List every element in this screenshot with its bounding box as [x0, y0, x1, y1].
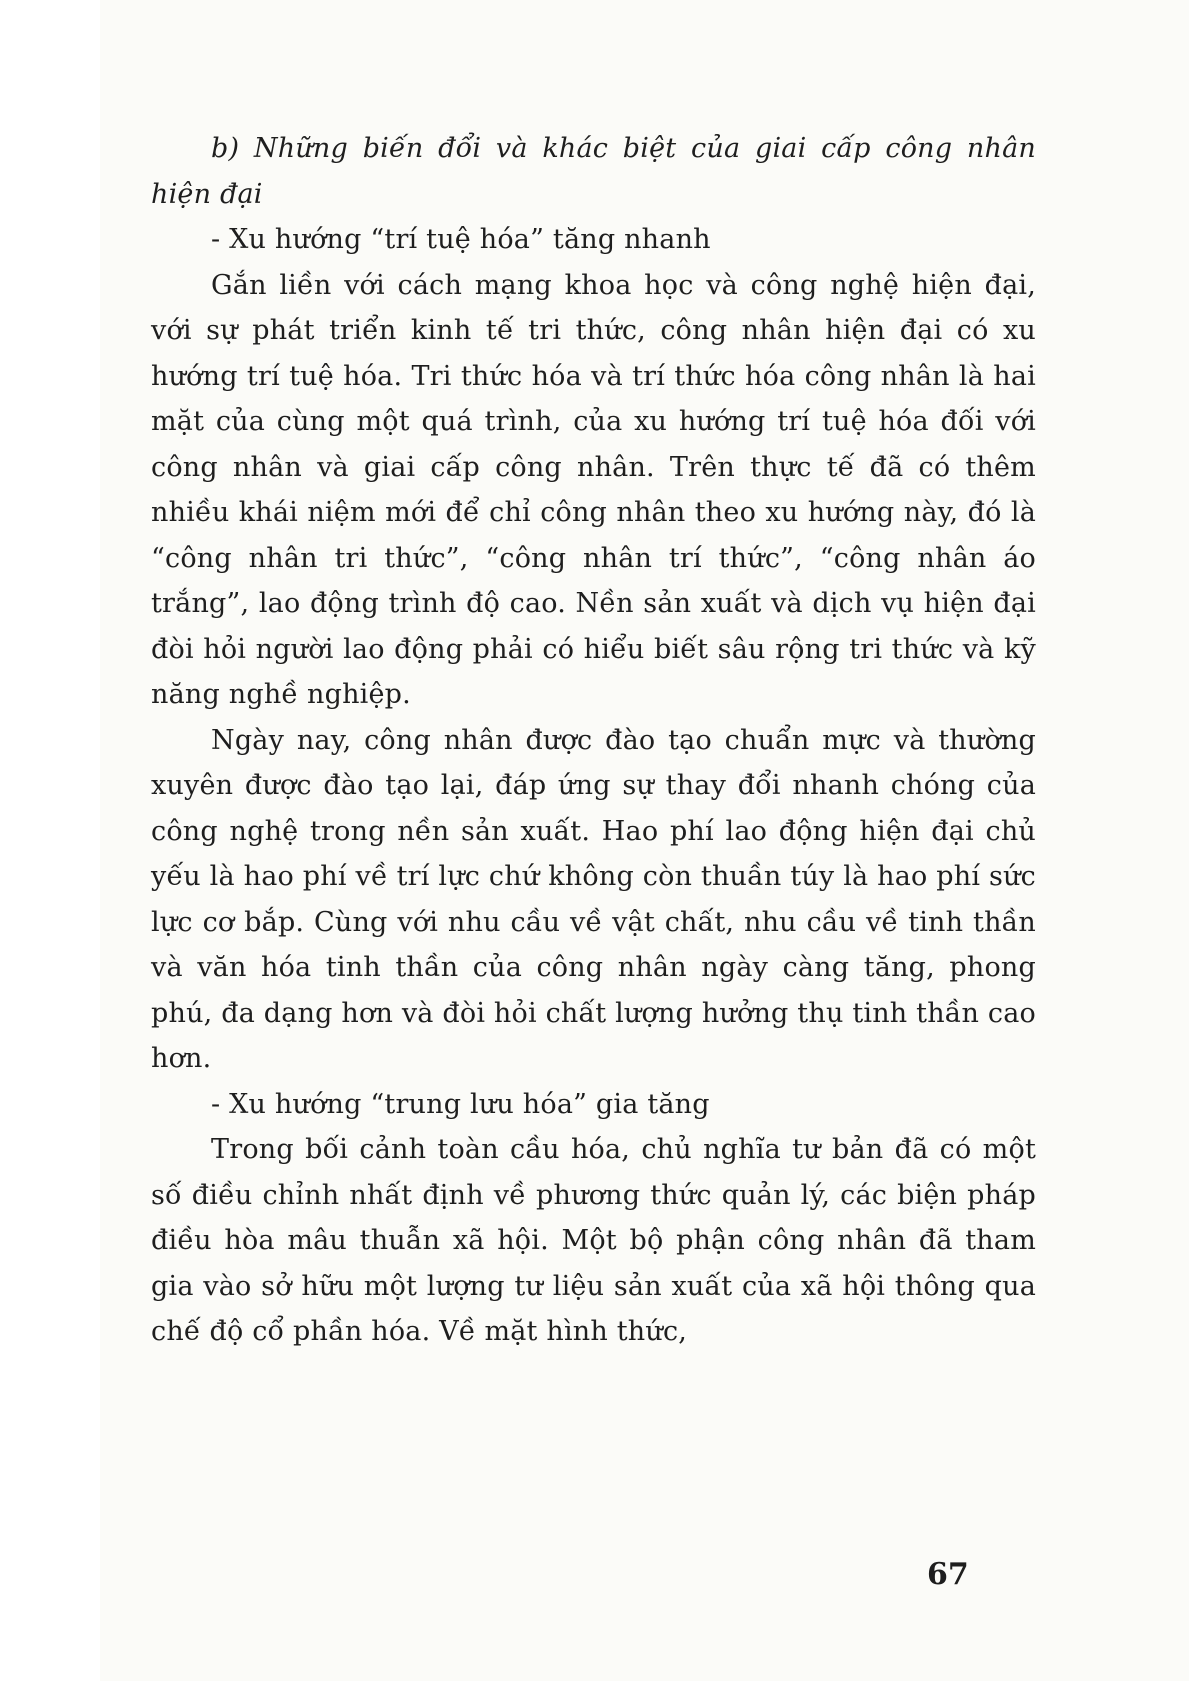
page-number: 67 [927, 1557, 969, 1592]
paragraph-3: Trong bối cảnh toàn cầu hóa, chủ nghĩa tư bản đã có một số điều chỉnh nhất định về phương thức quản lý, các biện pháp điều hòa mâu thuẫn xã hội. Một bộ phận công nhân đã tham gia vào sở hữu một lượng tư liệu sản xuất của xã hội thông qua chế độ cổ phần hóa. Về mặt hình thức, [151, 1134, 1036, 1347]
page-content [151, 126, 1036, 1355]
book-page [100, 0, 1189, 1681]
bullet-intellectualization: - Xu hướng “trí tuệ hóa” tăng nhanh [211, 224, 711, 255]
paragraph-1: Gắn liền với cách mạng khoa học và công nghệ hiện đại, với sự phát triển kinh tế tri thức, công nhân hiện đại có xu hướng trí tuệ hóa. Tri thức hóa và trí thức hóa công nhân là hai mặt của cùng một quá trình, của xu hướng trí tuệ hóa đối với công nhân và giai cấp công nhân. Trên thực tế đã có thêm nhiều khái niệm mới để chỉ công nhân theo xu hướng này, đó là “công nhân tri thức”, “công nhân trí thức”, “công nhân áo trắng”, lao động trình độ cao. Nền sản xuất và dịch vụ hiện đại đòi hỏi người lao động phải có hiểu biết sâu rộng tri thức và kỹ năng nghề nghiệp. [151, 269, 1036, 710]
paragraph-2: Ngày nay, công nhân được đào tạo chuẩn mực và thường xuyên được đào tạo lại, đáp ứng sự thay đổi nhanh chóng của công nghệ trong nền sản xuất. Hao phí lao động hiện đại chủ yếu là hao phí về trí lực chứ không còn thuần túy là hao phí sức lực cơ bắp. Cùng với nhu cầu về vật chất, nhu cầu về tinh thần và văn hóa tinh thần của công nhân ngày càng tăng, phong phú, đa dạng hơn và đòi hỏi chất lượng hưởng thụ tinh thần cao hơn. [151, 724, 1036, 1074]
bullet-middle-class: - Xu hướng “trung lưu hóa” gia tăng [211, 1088, 710, 1120]
section-heading: b) Những biến đổi và khác biệt của giai cấp công nhân hiện đại [151, 133, 1036, 210]
